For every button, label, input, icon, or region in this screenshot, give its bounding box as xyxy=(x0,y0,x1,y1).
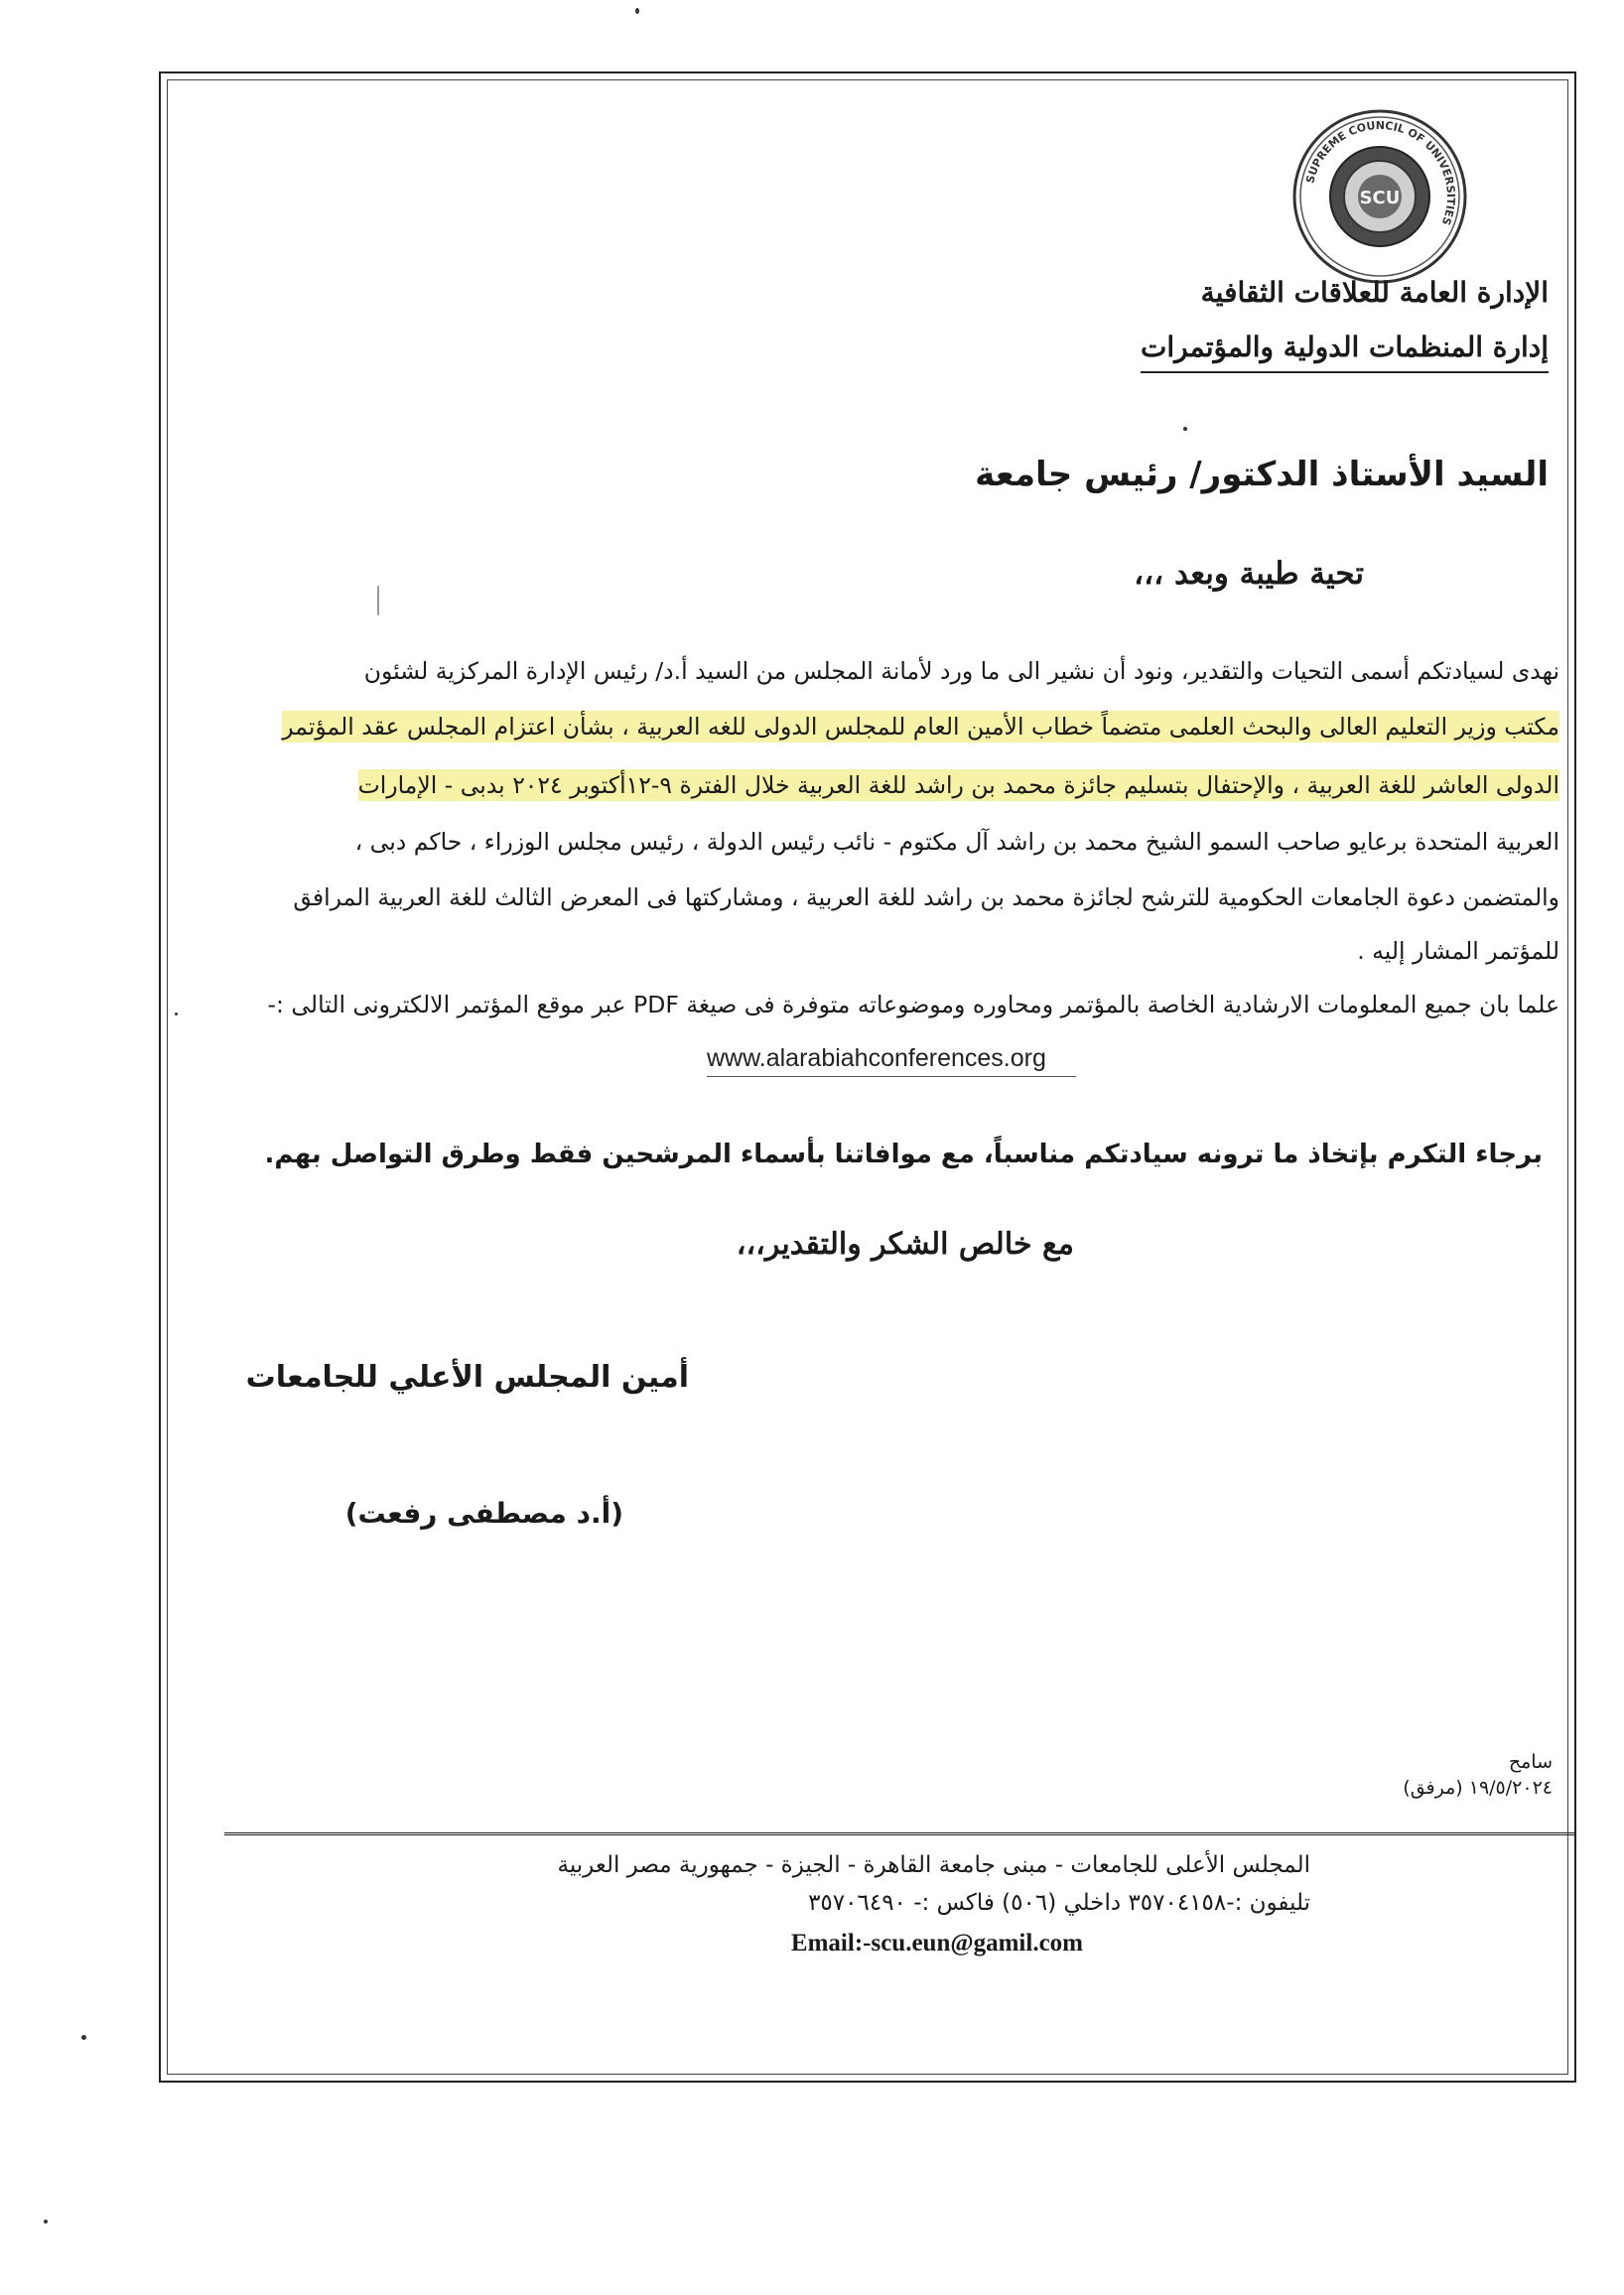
clerk-annotation: سامح xyxy=(1508,1751,1553,1773)
addressee: السيد الأستاذ الدكتور/ رئيس جامعة xyxy=(975,455,1549,494)
scu-seal-logo xyxy=(1290,107,1469,286)
body-line: علما بان جميع المعلومات الارشادية الخاصة بالمؤتمر ومحاوره وموضوعاته متوفرة فى صيغة PDF عبر موقع المؤتمر الالكترونى التالى :- xyxy=(267,991,1559,1018)
seal-center-text: SCU xyxy=(1359,188,1401,208)
date-annotation: ١٩/٥/٢٠٢٤ (مرفق) xyxy=(1403,1777,1553,1799)
footer-phone: تليفون :-٣٥٧٠٤١٥٨ داخلي (٥٠٦) فاكس :- ٣٥٧٠٦٤٩٠ xyxy=(808,1890,1310,1916)
signatory-name: (أ.د مصطفى رفعت) xyxy=(344,1497,623,1530)
footer-divider xyxy=(224,1832,1574,1835)
sub-department-name: إدارة المنظمات الدولية والمؤتمرات xyxy=(1141,331,1549,373)
seal-arc-text: SUPREME COUNCIL OF UNIVERSITIES xyxy=(1303,118,1458,227)
body-line-highlighted: مكتب وزير التعليم العالى والبحث العلمى متضماً خطاب الأمين العام للمجلس الدولى للغه العربية ، بشأن اعتزام المجلس عقد المؤتمر xyxy=(282,713,1559,741)
department-name: الإدارة العامة للعلاقات الثقافية xyxy=(1200,276,1549,309)
footer-email[interactable]: Email:-scu.eun@gamil.com xyxy=(790,1930,1083,1957)
scan-speck xyxy=(1183,427,1187,431)
scan-speck xyxy=(81,2035,86,2040)
body-line: والمتضمن دعوة الجامعات الحكومية للترشح لجائزة محمد بن راشد للغة العربية ، ومشاركتها فى المعرض الثالث للغة العربية المرافق xyxy=(293,883,1559,911)
closing-thanks: مع خالص الشكر والتقدير،،، xyxy=(736,1227,1074,1262)
body-line: العربية المتحدة برعايو صاحب السمو الشيخ محمد بن راشد آل مكتوم - نائب رئيس الدولة ، رئيس مجلس الوزراء ، حاكم دبى ، xyxy=(354,828,1559,856)
footer-address: المجلس الأعلى للجامعات - مبنى جامعة القاهرة - الجيزة - جمهورية مصر العربية xyxy=(557,1852,1310,1878)
body-line-highlighted: الدولى العاشر للغة العربية ، والإحتفال بتسليم جائزة محمد بن راشد للغة العربية خلال الفترة ٩-١٢أكتوبر ٢٠٢٤ بدبى - الإمارات xyxy=(357,771,1559,799)
scan-speck xyxy=(635,8,639,14)
scan-speck xyxy=(377,586,379,615)
body-line: نهدى لسيادتكم أسمى التحيات والتقدير، ونود أن نشير الى ما ورد لأمانة المجلس من السيد أ.د/ رئيس الإدارة المركزية لشئون xyxy=(363,657,1559,685)
request-paragraph: برجاء التكرم بإتخاذ ما ترونه سيادتكم مناسباً، مع موافاتنا بأسماء المرشحين فقط وطرق التواصل بهم. xyxy=(264,1140,1543,1169)
scan-speck xyxy=(175,1012,178,1015)
signatory-title: أمين المجلس الأعلي للجامعات xyxy=(245,1360,689,1395)
body-line: للمؤتمر المشار إليه . xyxy=(1357,937,1559,965)
conference-website-link[interactable]: www.alarabiahconferences.org xyxy=(707,1044,1076,1077)
scan-speck xyxy=(44,2220,48,2224)
page-border-inner xyxy=(167,79,1568,2075)
greeting: تحية طيبة وبعد ،،، xyxy=(1134,556,1364,592)
